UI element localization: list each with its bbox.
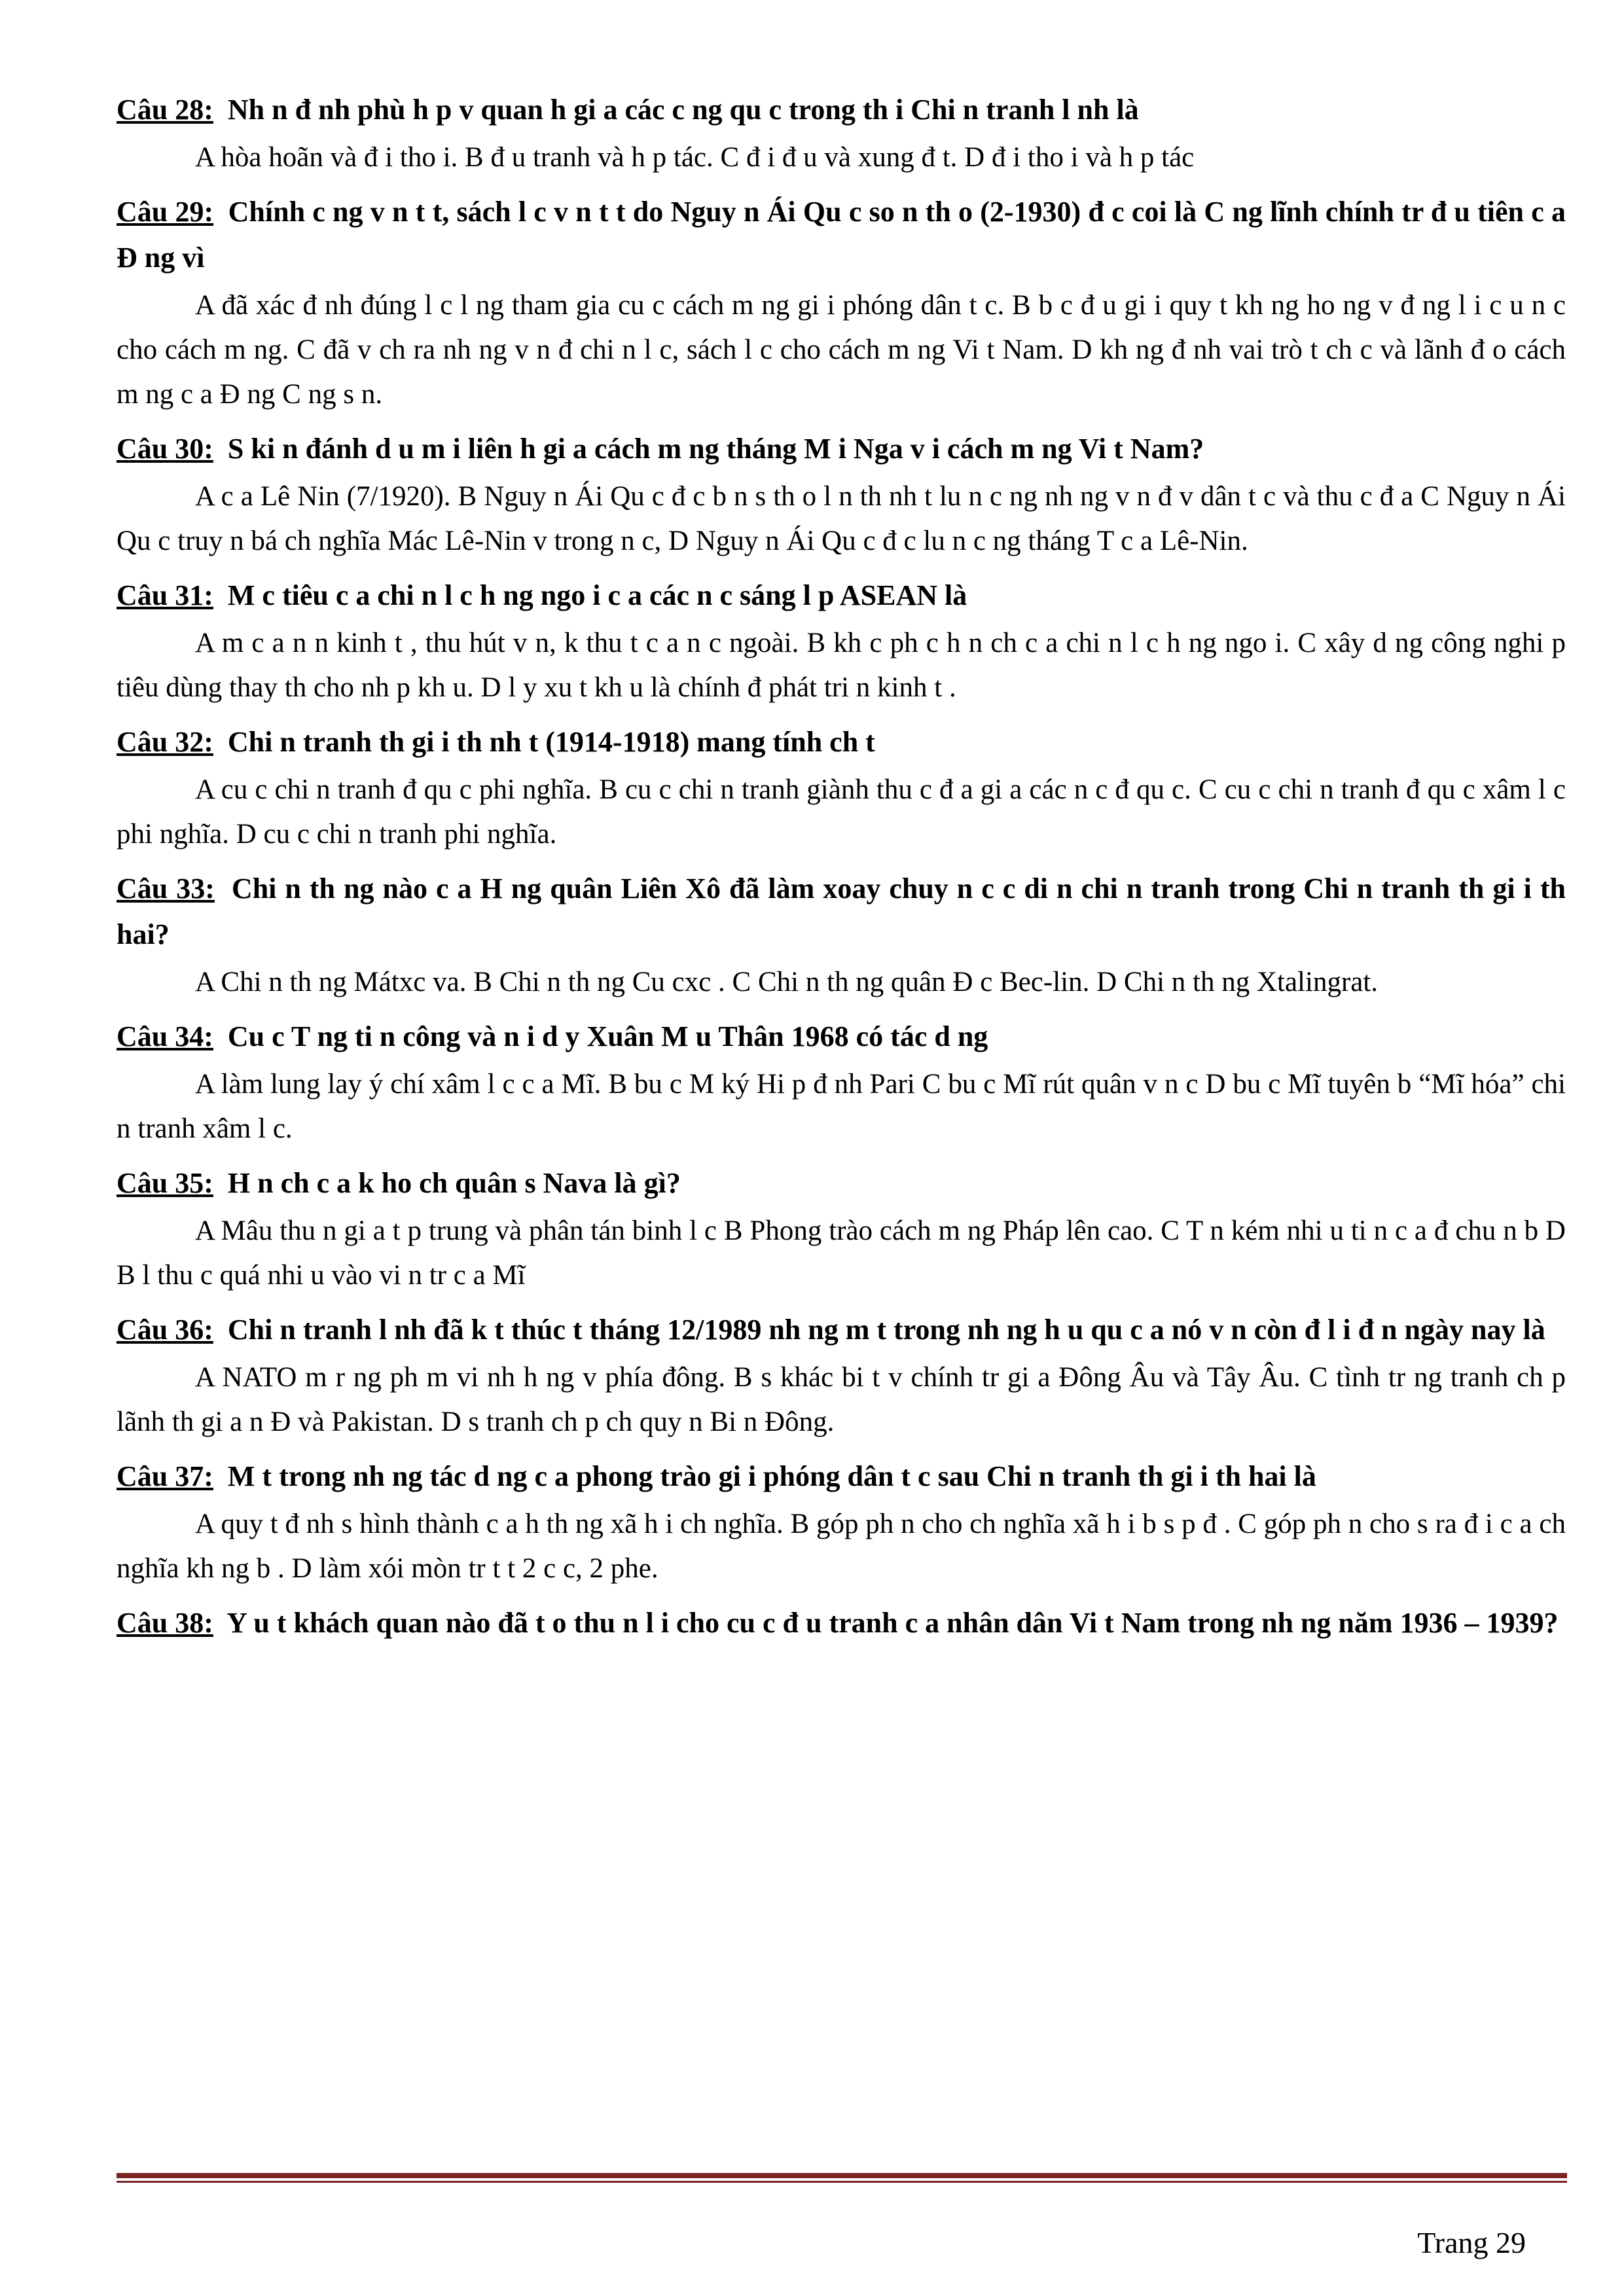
question-32: [117, 719, 1566, 857]
question-text: Chi n tranh th gi i th nh t (1914-1918) mang tính ch t: [227, 726, 875, 758]
question-label: Câu 36:: [117, 1314, 213, 1346]
question-31: [117, 573, 1566, 710]
question-38: [117, 1600, 1566, 1646]
question-30: [117, 426, 1566, 564]
answer-options: A đã xác đ nh đúng l c l ng tham gia cu c cách m ng gi i phóng dân t c. B b c đ u gi i quy t kh ng ho ng v đ ng l i c u n c cho cách m ng. C đã v ch ra nh ng v n đ chi n l c, sách l c cho cách m ng Vi t Nam. D kh ng đ nh vai trò t ch c và lãnh đ o cách m ng c a Đ ng C ng s n.: [117, 290, 1566, 410]
question-37: [117, 1454, 1566, 1591]
question-label: Câu 38:: [117, 1607, 213, 1639]
question-heading: [117, 866, 1566, 958]
answer-options: A c a Lê Nin (7/1920). B Nguy n Ái Qu c đ c b n s th o l n th nh t lu n c ng nh ng v n đ v dân t c và thu c đ a C Nguy n Ái Qu c truy n bá ch nghĩa Mác Lê-Nin v trong n c, D Nguy n Ái Qu c đ c lu n c ng tháng T c a Lê-Nin.: [117, 481, 1566, 556]
footer-divider-thin: [117, 2181, 1567, 2183]
question-text: Chi n tranh l nh đã k t thúc t tháng 12/1989 nh ng m t trong nh ng h u qu c a nó v n còn đ l i đ n ngày nay là: [227, 1314, 1545, 1346]
question-text: M t trong nh ng tác d ng c a phong trào gi i phóng dân t c sau Chi n tranh th gi i th hai là: [227, 1460, 1316, 1492]
answer-options: A m c a n n kinh t , thu hút v n, k thu t c a n c ngoài. B kh c ph c h n ch c a chi n l c h ng ngo i. C xây d ng công nghi p tiêu dùng thay th cho nh p kh u. D l y xu t kh u là chính đ phát tri n kinh t .: [117, 628, 1566, 703]
question-text: M c tiêu c a chi n l c h ng ngo i c a các n c sáng l p ASEAN là: [227, 579, 967, 611]
question-label: Câu 32:: [117, 726, 213, 758]
question-text: Chính c ng v n t t, sách l c v n t t do Nguy n Ái Qu c so n th o (2-1930) đ c coi là C ng lĩnh chính tr đ u tiên c a Đ ng vì: [117, 196, 1566, 274]
question-heading: [117, 1014, 1566, 1060]
question-label: Câu 31:: [117, 579, 213, 611]
question-text: Cu c T ng ti n công và n i d y Xuân M u Thân 1968 có tác d ng: [227, 1020, 988, 1052]
question-heading: [117, 1160, 1566, 1206]
question-29: [117, 189, 1566, 417]
answer-options: A Chi n th ng Mátxc va. B Chi n th ng Cu cxc . C Chi n th ng quân Đ c Bec-lin. D Chi n th ng Xtalingrat.: [195, 967, 1379, 997]
question-text: Chi n th ng nào c a H ng quân Liên Xô đã làm xoay chuy n c c di n chi n tranh trong Chi n tranh th gi i th hai?: [117, 872, 1566, 950]
question-heading: [117, 573, 1566, 619]
question-heading: [117, 1307, 1566, 1353]
question-label: Câu 28:: [117, 94, 213, 126]
question-heading: [117, 87, 1566, 133]
answer-options: A làm lung lay ý chí xâm l c c a Mĩ. B bu c M ký Hi p đ nh Pari C bu c Mĩ rút quân v n c D bu c Mĩ tuyên b “Mĩ hóa” chi n tranh xâm l c.: [117, 1069, 1566, 1144]
answer-options: A NATO m r ng ph m vi nh h ng v phía đông. B s khác bi t v chính tr gi a Đông Âu và Tây Âu. C tình tr ng tranh ch p lãnh th gi a n Đ và Pakistan. D s tranh ch p ch quy n Bi n Đông.: [117, 1362, 1566, 1437]
question-label: Câu 34:: [117, 1020, 213, 1052]
question-list: [117, 82, 1566, 1649]
answer-options: A hòa hoãn và đ i tho i. B đ u tranh và h p tác. C đ i đ u và xung đ t. D đ i tho i và h p tác: [195, 142, 1195, 173]
question-label: Câu 35:: [117, 1167, 213, 1199]
question-heading: [117, 719, 1566, 765]
footer-divider-thick: [117, 2173, 1567, 2178]
page-number: Trang 29: [1417, 2226, 1526, 2259]
question-text: S ki n đánh d u m i liên h gi a cách m ng tháng M i Nga v i cách m ng Vi t Nam?: [227, 433, 1204, 465]
question-34: [117, 1014, 1566, 1151]
answer-options: A Mâu thu n gi a t p trung và phân tán binh l c B Phong trào cách m ng Pháp lên cao. C T n kém nhi u ti n c a đ chu n b D B l thu c quá nhi u vào vi n tr c a Mĩ: [117, 1215, 1566, 1291]
question-36: [117, 1307, 1566, 1444]
question-text: H n ch c a k ho ch quân s Nava là gì?: [227, 1167, 681, 1199]
question-label: Câu 37:: [117, 1460, 213, 1492]
question-label: Câu 30:: [117, 433, 213, 465]
question-heading: [117, 189, 1566, 281]
question-text: Nh n đ nh phù h p v quan h gi a các c ng qu c trong th i Chi n tranh l nh là: [227, 94, 1139, 126]
question-heading: [117, 1600, 1566, 1646]
question-heading: [117, 1454, 1566, 1499]
question-label: Câu 33:: [117, 872, 215, 905]
question-heading: [117, 426, 1566, 472]
answer-options: A quy t đ nh s hình thành c a h th ng xã h i ch nghĩa. B góp ph n cho ch nghĩa xã h i b s p đ . C góp ph n cho s ra đ i c a ch nghĩa kh ng b . D làm xói mòn tr t t 2 c c, 2 phe.: [117, 1509, 1566, 1584]
question-33: [117, 866, 1566, 1005]
question-label: Câu 29:: [117, 196, 214, 228]
question-28: [117, 87, 1566, 180]
question-35: [117, 1160, 1566, 1298]
answer-options: A cu c chi n tranh đ qu c phi nghĩa. B cu c chi n tranh giành thu c đ a gi a các n c đ qu c. C cu c chi n tranh đ qu c xâm l c phi nghĩa. D cu c chi n tranh phi nghĩa.: [117, 774, 1566, 850]
question-text: Y u t khách quan nào đã t o thu n l i cho cu c đ u tranh c a nhân dân Vi t Nam trong nh ng năm 1936 – 1939?: [226, 1607, 1559, 1639]
